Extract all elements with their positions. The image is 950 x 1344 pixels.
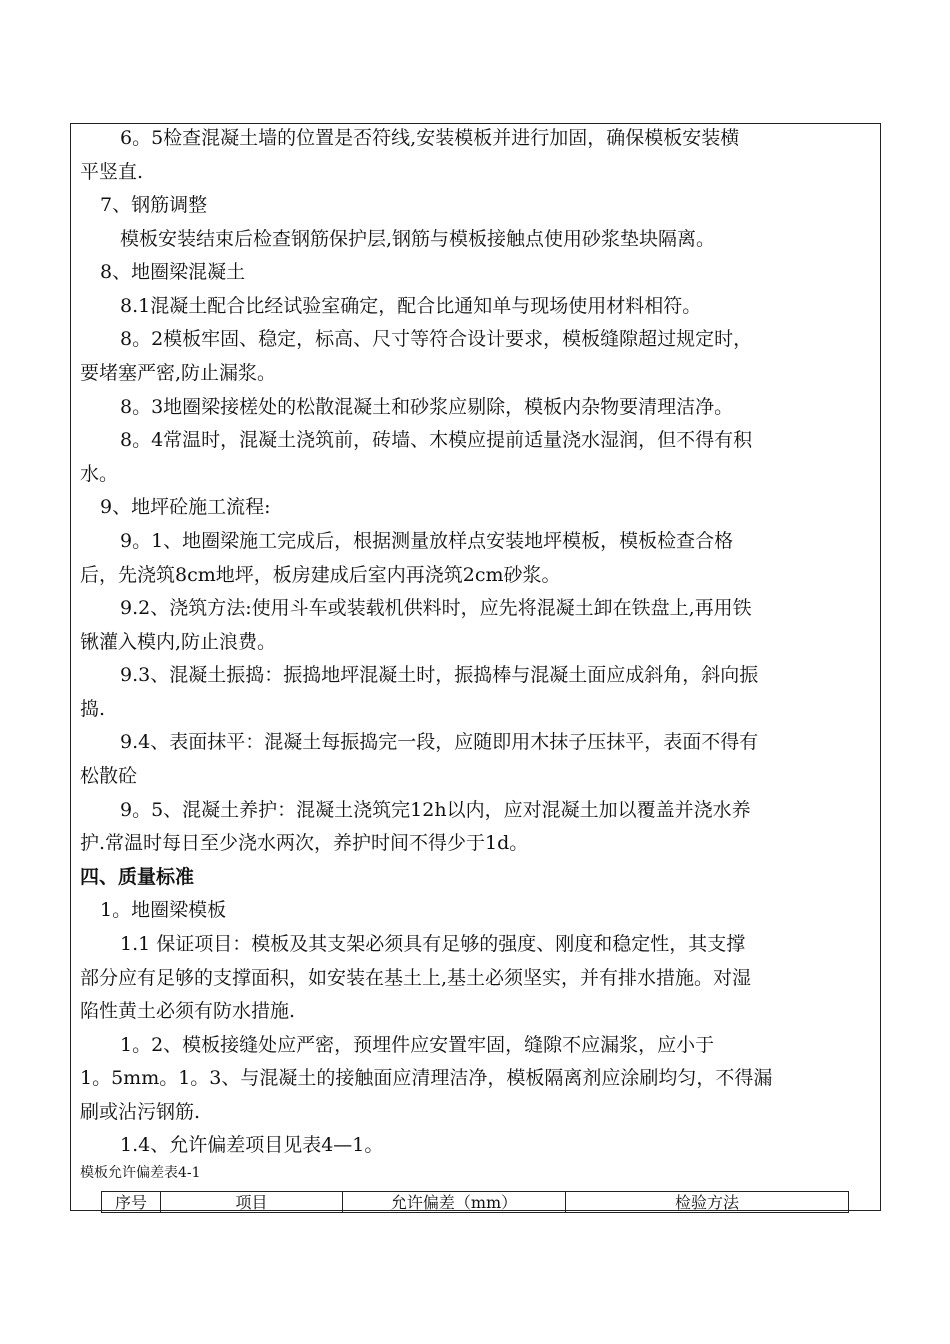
paragraph-line: 护.常温时每日至少浇水两次，养护时间不得少于1d。 [80,832,529,854]
section-heading: 8、地圈梁混凝土 [100,261,246,283]
paragraph-line: 刷或沾污钢筋. [80,1101,201,1123]
paragraph-line: 要堵塞严密,防止漏浆。 [80,362,277,384]
paragraph-line: 9.3、混凝土振捣：振捣地坪混凝土时，振捣棒与混凝土面应成斜角，斜向振 [120,664,759,686]
paragraph-line: 锹灌入模内,防止浪费。 [80,631,277,653]
chapter-heading: 四、质量标准 [80,866,195,888]
header-cell-index: 序号 [102,1192,161,1213]
header-cell-item: 项目 [161,1192,343,1213]
header-cell-method: 检验方法 [566,1192,849,1213]
paragraph-line: 9.2、浇筑方法:使用斗车或装载机供料时，应先将混凝土卸在铁盘上,再用铁 [120,597,752,619]
tolerance-table [101,1191,849,1213]
table-caption: 模板允许偏差表4-1 [80,1165,201,1181]
paragraph-line: 水。 [80,463,119,485]
paragraph-line: 部分应有足够的支撑面积，如安装在基土上,基土必须坚实，并有排水措施。对湿 [80,967,752,989]
paragraph-line: 8。4常温时，混凝土浇筑前，砖墙、木模应提前适量浇水湿润，但不得有积 [120,429,753,451]
paragraph-line: 9。1、地圈梁施工完成后，根据测量放样点安装地坪模板，模板检查合格 [120,530,734,552]
paragraph-line: 6。5检查混凝土墙的位置是否符线,安装模板并进行加固，确保模板安装横 [120,127,740,149]
section-heading: 1。地圈梁模板 [100,899,227,921]
paragraph-line: 捣. [80,698,106,720]
paragraph-line: 陷性黄土必须有防水措施. [80,1000,296,1022]
paragraph-line: 8。2模板牢固、稳定，标高、尺寸等符合设计要求，模板缝隙超过规定时， [120,328,753,350]
header-cell-tolerance: 允许偏差（mm） [343,1192,566,1213]
paragraph-line: 模板安装结束后检查钢筋保护层,钢筋与模板接触点使用砂浆垫块隔离。 [120,228,716,250]
paragraph-line: 1。5mm。1。3、与混凝土的接触面应清理洁净，模板隔离剂应涂刷均匀，不得漏 [80,1067,773,1089]
paragraph-line: 松散砼 [80,765,138,787]
paragraph-line: 8.1混凝土配合比经试验室确定，配合比通知单与现场使用材料相符。 [120,295,702,317]
section-heading: 7、钢筋调整 [100,194,208,216]
paragraph-line: 1.1 保证项目：模板及其支架必须具有足够的强度、刚度和稳定性，其支撑 [120,933,746,955]
section-heading: 9、地坪砼施工流程: [100,496,271,518]
paragraph-line: 8。3地圈梁接槎处的松散混凝土和砂浆应剔除，模板内杂物要清理洁净。 [120,396,734,418]
paragraph-line: 1.4、允许偏差项目见表4—1。 [120,1134,384,1156]
paragraph-line: 后，先浇筑8cm地坪，板房建成后室内再浇筑2cm砂浆。 [80,564,561,586]
paragraph-line: 平竖直. [80,161,144,183]
paragraph-line: 1。2、模板接缝处应严密，预埋件应安置牢固，缝隙不应漏浆，应小于 [120,1034,715,1056]
paragraph-line: 9。5、混凝土养护：混凝土浇筑完12h以内，应对混凝土加以覆盖并浇水养 [120,799,751,821]
paragraph-line: 9.4、表面抹平：混凝土每振捣完一段，应随即用木抹子压抹平，表面不得有 [120,731,759,753]
table-header-row [102,1192,849,1213]
